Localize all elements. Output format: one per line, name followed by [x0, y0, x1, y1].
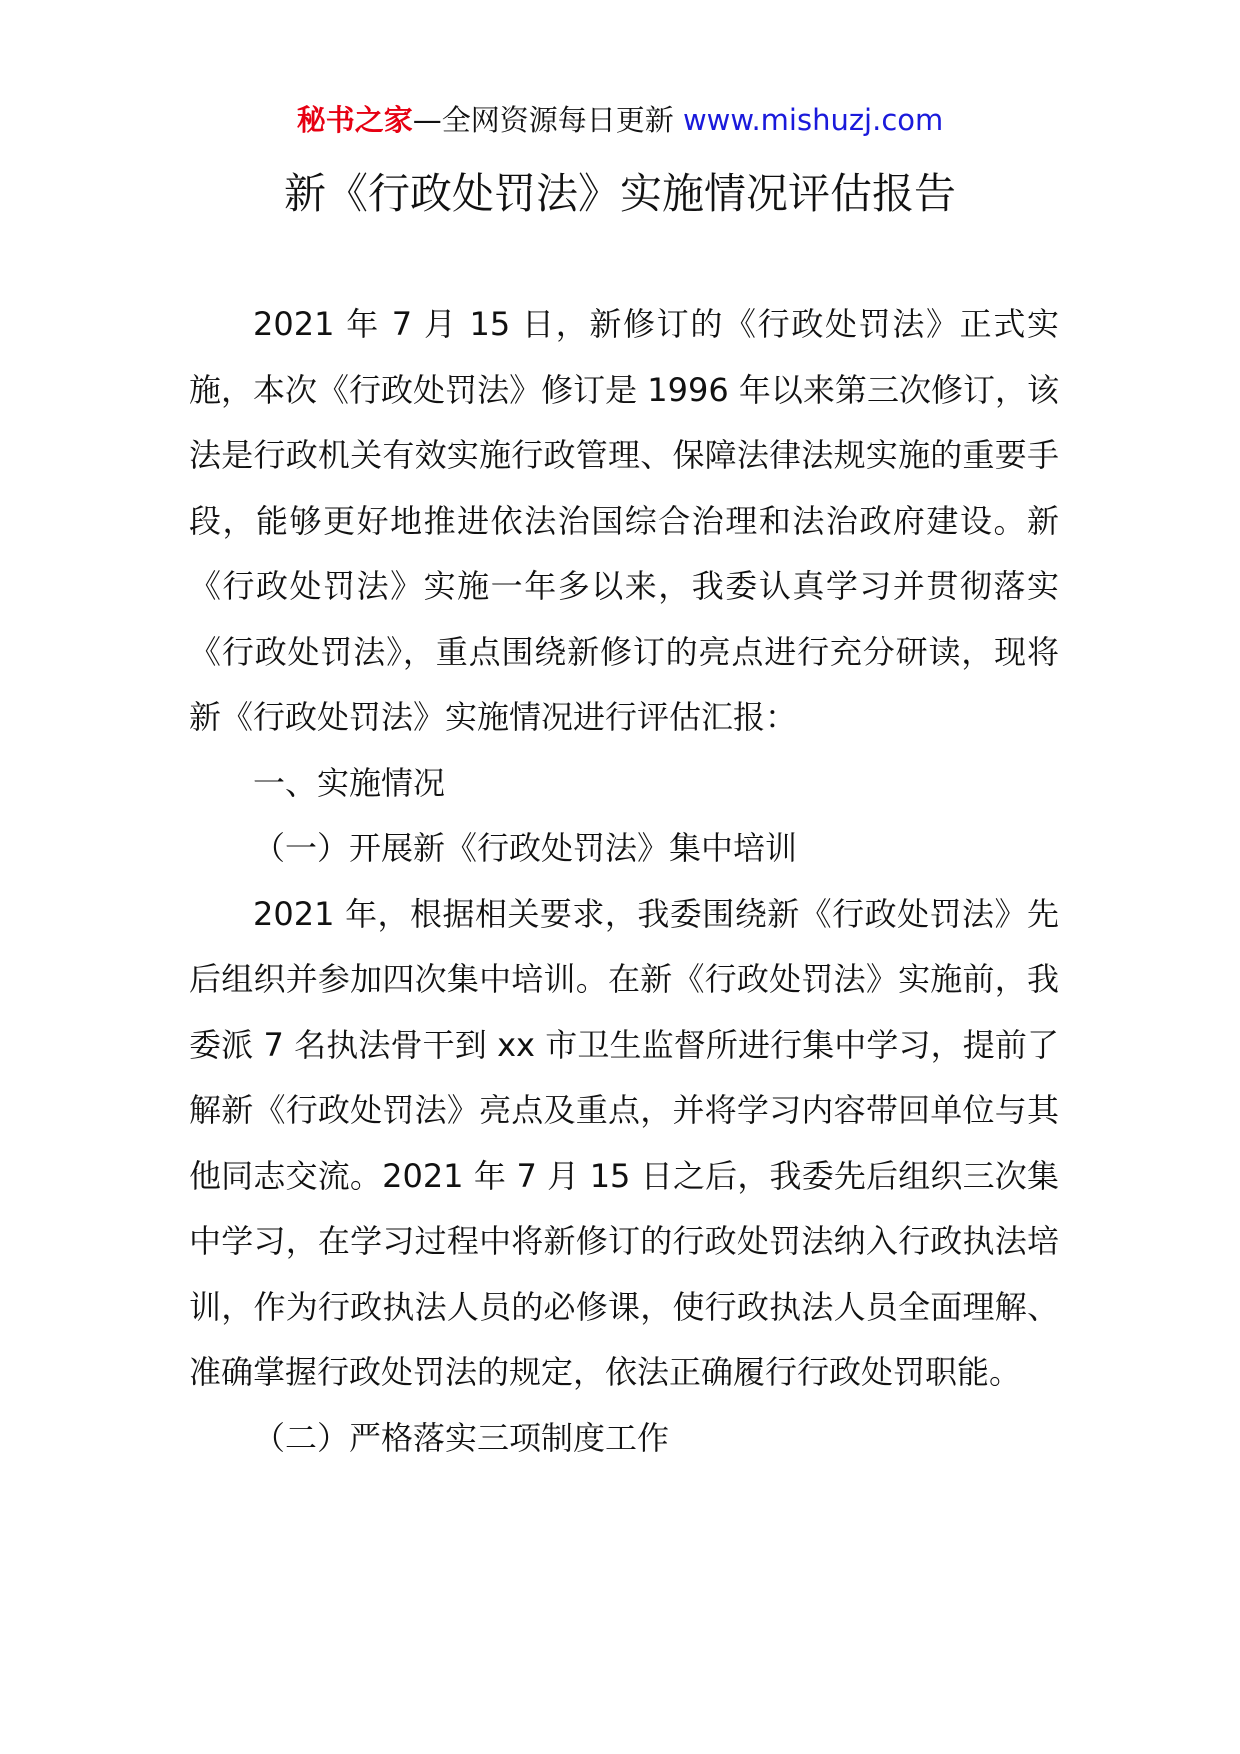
intro-paragraph: 2021 年 7 月 15 日，新修订的《行政处罚法》正式实施，本次《行政处罚法》修订是 1996 年以来第三次修订，该法是行政机关有效实施行政管理、保障法律法规实施的重要手段，能够更好地推进依法治国综合治理和法治政府建设。新《行政处罚法》实施一年多以来，我委认真学习并贯彻落实《行政处罚法》，重点围绕新修订的亮点进行充分研读，现将新《行政处罚法》实施情况进行评估汇报： — [189, 305, 1059, 736]
section-heading-implementation: 一、实施情况 — [253, 763, 446, 802]
brand-name: 秘书之家 — [296, 103, 413, 137]
subsection-heading-training: （一）开展新《行政处罚法》集中培训 — [253, 829, 798, 867]
site-header — [0, 100, 1240, 140]
document-body — [189, 292, 1059, 1471]
training-paragraph: 2021 年，根据相关要求，我委围绕新《行政处罚法》先后组织并参加四次集中培训。在新《行政处罚法》实施前，我委派 7 名执法骨干到 xx 市卫生监督所进行集中学习，提前了解新《行政处罚法》亮点及重点，并将学习内容带回单位与其他同志交流。2021 年 7 月 15 日之后，我委先后组织三次集中学习，在学习过程中将新修订的行政处罚法纳入行政执法培训，作为行政执法人员的必修课，使行政执法人员全面理解、准确掌握行政处罚法的规定，依法正确履行行政处罚职能。 — [189, 894, 1059, 1391]
subsection-heading-three-systems: （二）严格落实三项制度工作 — [253, 1418, 670, 1457]
header-slogan: —全网资源每日更新 — [412, 103, 674, 137]
site-url-link[interactable]: www.mishuzj.com — [682, 103, 944, 137]
document-title: 新《行政处罚法》实施情况评估报告 — [283, 169, 956, 218]
